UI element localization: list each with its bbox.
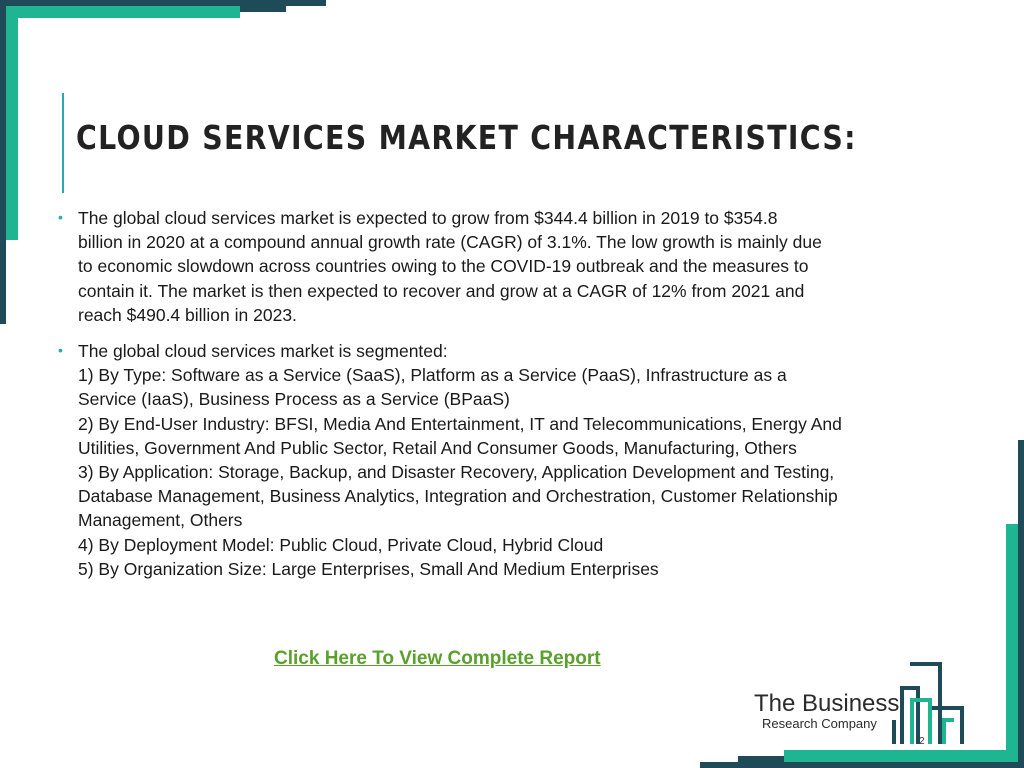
- corner-frame-top-teal: [0, 6, 240, 18]
- bullet-segmentation: [58, 339, 978, 581]
- bullet-line: Management, Others: [78, 510, 243, 531]
- corner-frame-right-teal: [1006, 524, 1018, 762]
- bullet-dot-icon: •: [58, 342, 63, 359]
- bullet-line: billion in 2020 at a compound annual growth rate (CAGR) of 3.1%. The low growth is mainly due: [78, 232, 822, 253]
- bullet-growth: [58, 206, 978, 327]
- corner-frame-bottom-dark: [700, 762, 1024, 768]
- bullet-line: Service (IaaS), Business Process as a Service (BPaaS): [78, 389, 510, 410]
- bullet-line: Utilities, Government And Public Sector, Retail And Consumer Goods, Manufacturing, Others: [78, 437, 797, 458]
- slide-title: CLOUD SERVICES MARKET CHARACTERISTICS:: [76, 118, 857, 157]
- bullet-dot-icon: •: [58, 209, 63, 225]
- title-accent-line: [62, 93, 64, 193]
- bullet-line: 4) By Deployment Model: Public Cloud, Private Cloud, Hybrid Cloud: [78, 534, 604, 555]
- bullet-line: to economic slowdown across countries owing to the COVID-19 outbreak and the measures to: [78, 256, 809, 277]
- bullet-line: The global cloud services market is expected to grow from $344.4 billion in 2019 to $354.8: [78, 208, 778, 228]
- corner-frame-right-dark: [1018, 440, 1024, 768]
- bullet-line: Database Management, Business Analytics, Integration and Orchestration, Customer Relationship: [78, 486, 838, 507]
- bullet-line: 1) By Type: Software as a Service (SaaS), Platform as a Service (PaaS), Infrastructure as a: [78, 365, 787, 386]
- bullet-line: 2) By End-User Industry: BFSI, Media And Entertainment, IT and Telecommunications, Energy And: [78, 413, 842, 434]
- bullet-line: 3) By Application: Storage, Backup, and Disaster Recovery, Application Development and Testing,: [78, 462, 835, 483]
- page-number: 2: [919, 736, 925, 747]
- slide-content: [58, 206, 978, 593]
- logo-subtitle: Research Company: [762, 716, 877, 731]
- bullet-line: The global cloud services market is segmented:: [78, 341, 448, 362]
- bullet-line: contain it. The market is then expected to recover and grow at a CAGR of 12% from 2021 and: [78, 280, 805, 301]
- corner-frame-left-teal: [6, 6, 18, 240]
- logo-name: The Business: [754, 690, 900, 717]
- bullet-line: reach $490.4 billion in 2023.: [78, 304, 297, 325]
- company-logo: [748, 660, 978, 760]
- view-report-link[interactable]: Click Here To View Complete Report: [274, 648, 601, 669]
- bullet-line: 5) By Organization Size: Large Enterprises, Small And Medium Enterprises: [78, 558, 659, 579]
